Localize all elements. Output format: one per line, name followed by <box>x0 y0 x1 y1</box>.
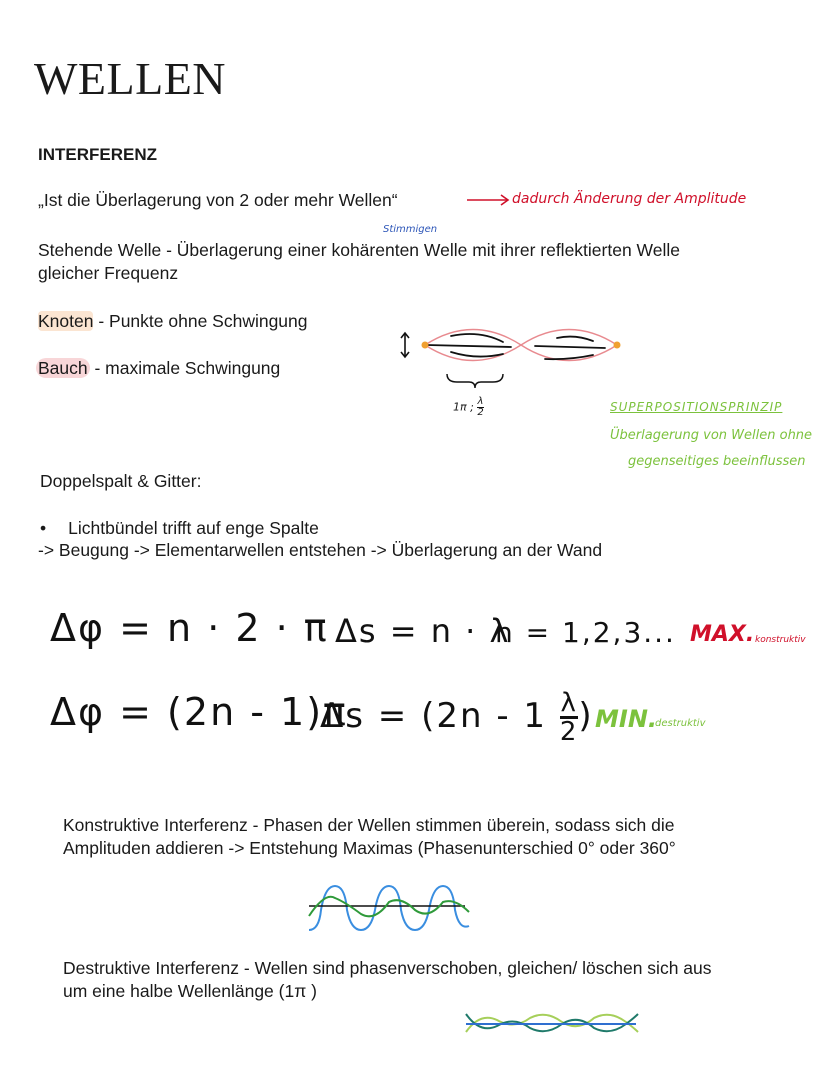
double-slit-heading: Doppelspalt & Gitter: <box>40 471 202 491</box>
max-note: konstruktiv <box>755 635 806 645</box>
constructive-wave-diagram <box>305 882 470 938</box>
bullet-text: Lichtbündel trifft auf enge Spalte <box>68 518 319 538</box>
section-heading: INTERFERENZ <box>38 145 157 164</box>
amplitude-arrow-icon <box>401 333 409 357</box>
double-slit-chain: -> Beugung -> Elementarwellen entstehen -> Überlagerung an der Wand <box>38 540 603 560</box>
equation-max-phase: Δφ = n · 2 · π <box>50 606 329 650</box>
arrow-icon <box>465 193 511 207</box>
destructive-wave-diagram <box>462 1010 642 1040</box>
max-label: MAX. <box>690 622 755 647</box>
definition-text: „Ist die Überlagerung von 2 oder mehr Wellen“ <box>38 190 398 210</box>
superposition-line1: Überlagerung von Wellen ohne <box>610 428 813 443</box>
equation-max-path: Δs = n · λ <box>335 612 511 650</box>
standing-wave-diagram <box>395 322 635 397</box>
bullet-marker: • <box>40 518 47 538</box>
annotation-stimmigen: Stimmigen <box>383 224 438 235</box>
standing-wave-line2: gleicher Frequenz <box>38 263 179 283</box>
diagram-label-num: λ <box>477 396 484 407</box>
min-path-prefix: Δs = (2n - 1 <box>320 696 548 736</box>
bauch-desc: - maximale Schwingung <box>89 358 281 378</box>
min-path-suffix: ) <box>578 696 594 736</box>
min-path-num: λ <box>560 688 578 718</box>
equation-min-path <box>320 690 594 745</box>
diagram-label-den: 2 <box>477 407 484 418</box>
equation-min-phase: Δφ = (2n - 1)π <box>50 690 348 734</box>
equation-n-values: n = 1,2,3... <box>495 616 676 649</box>
constructive-line2: Amplituden addieren -> Entstehung Maximas (Phasenunterschied 0° oder 360° <box>63 838 676 858</box>
bauch-definition <box>36 358 280 379</box>
min-label: MIN. <box>595 705 658 733</box>
min-path-den: 2 <box>559 717 579 747</box>
knoten-desc: - Punkte ohne Schwingung <box>93 311 308 331</box>
page-title: WELLEN <box>34 53 227 104</box>
knoten-definition <box>38 311 308 332</box>
diagram-label-pi: 1π ; <box>453 400 474 414</box>
bauch-term: Bauch <box>38 358 88 378</box>
diagram-label <box>453 397 484 418</box>
standing-wave-line1: Stehende Welle - Überlagerung einer kohärenten Welle mit ihrer reflektierten Welle <box>38 240 680 260</box>
superposition-line2: gegenseitiges beeinflussen <box>628 454 806 469</box>
constructive-line1: Konstruktive Interferenz - Phasen der Wellen stimmen überein, sodass sich die <box>63 815 675 835</box>
destructive-line1: Destruktive Interferenz - Wellen sind phasenverschoben, gleichen/ löschen sich aus <box>63 958 712 978</box>
destructive-line2: um eine halbe Wellenlänge (1π ) <box>63 981 317 1001</box>
double-slit-bullet <box>40 518 319 539</box>
knoten-term: Knoten <box>38 311 94 331</box>
min-note: destruktiv <box>655 718 706 729</box>
superposition-heading: SUPERPOSITIONSPRINZIP <box>610 400 783 414</box>
definition-note: dadurch Änderung der Amplitude <box>512 191 747 207</box>
